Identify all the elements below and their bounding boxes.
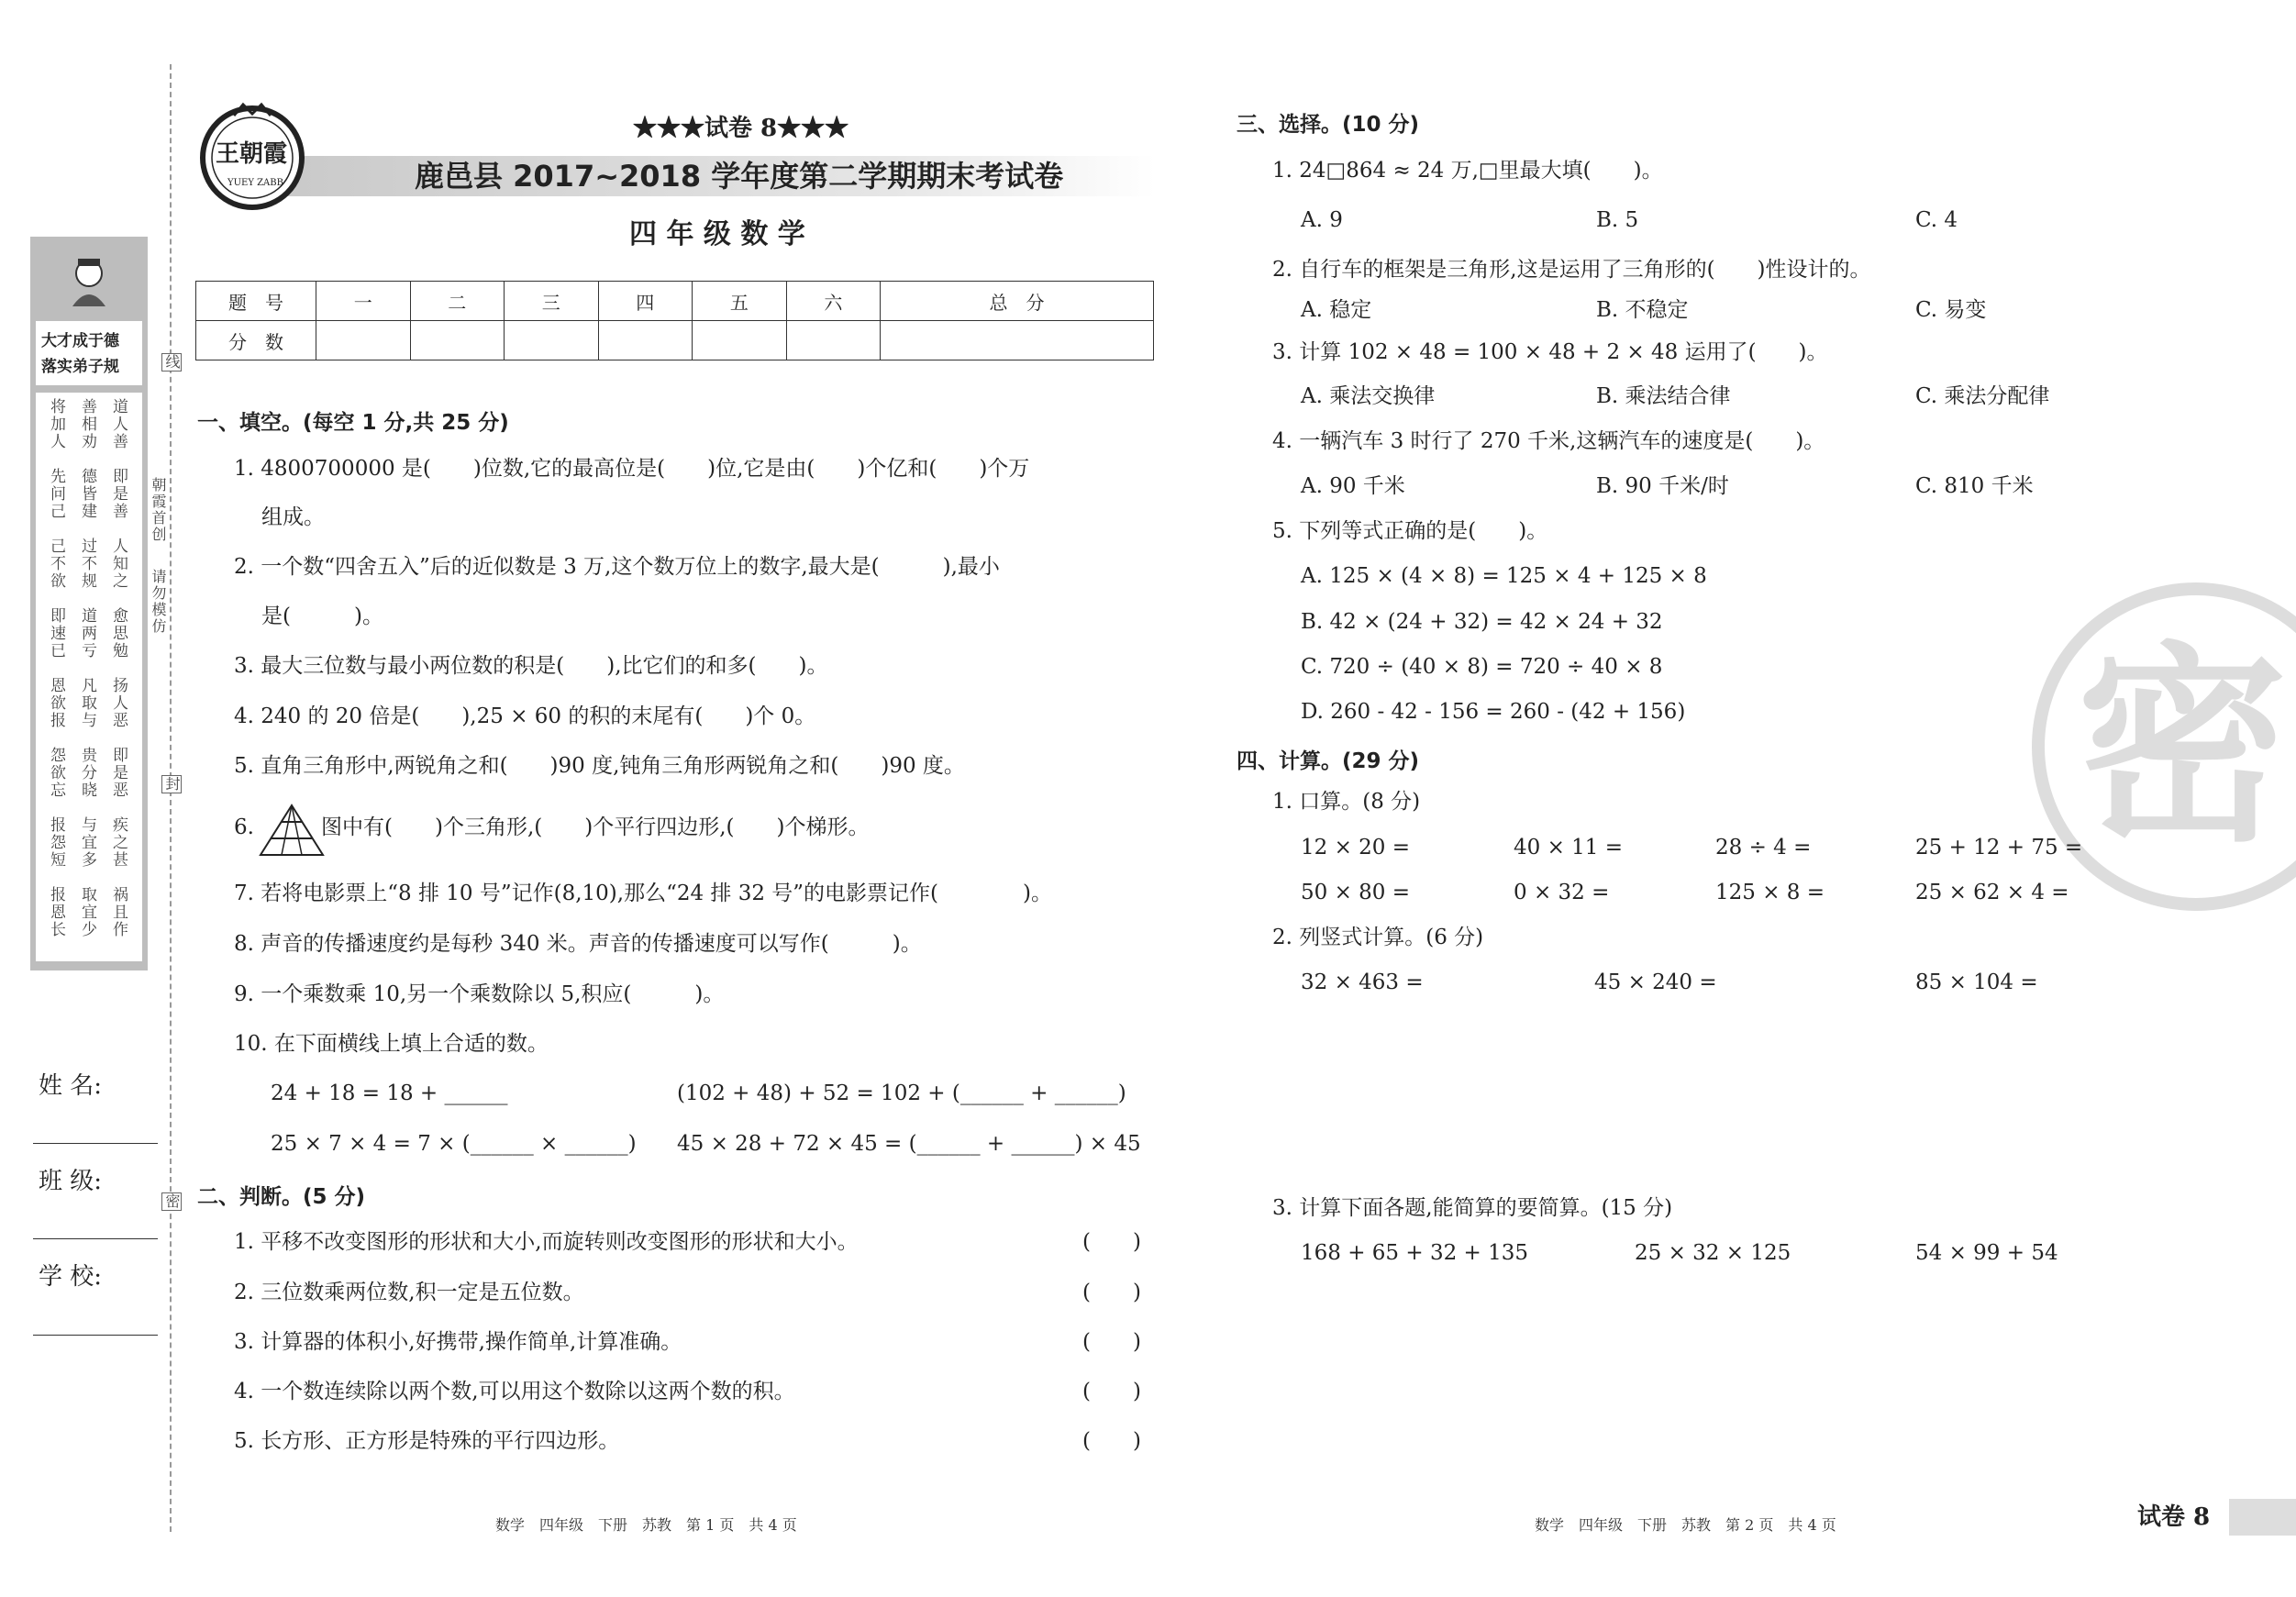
seal-line-mark: 线: [163, 354, 181, 371]
proverb-col: 扬人恶: [109, 677, 128, 729]
proverb-col: 己不欲: [47, 538, 65, 590]
logo-text: 王朝霞: [216, 140, 288, 168]
proverb-col: 凡取与: [78, 677, 96, 729]
score-input[interactable]: [316, 321, 411, 360]
oral-item[interactable]: 40 × 11 =: [1514, 836, 1624, 859]
score-cell: 五: [693, 282, 787, 321]
seal-line-mark: 密: [163, 1193, 181, 1210]
judge-answer-box[interactable]: ( ): [1082, 1380, 1141, 1403]
proverb-col: 祸且作: [109, 886, 128, 938]
simplify-item[interactable]: 168 + 65 + 32 + 135: [1301, 1241, 1529, 1265]
copyright-note: 朝霞首创: [150, 477, 167, 543]
simplify-item[interactable]: 25 × 32 × 125: [1635, 1241, 1791, 1265]
proverb-col: 将加人: [47, 398, 65, 450]
score-cell: 三: [505, 282, 599, 321]
choice-option[interactable]: B. 不稳定: [1596, 298, 1689, 322]
judge-item: 2. 三位数乘两位数,积一定是五位数。: [234, 1281, 584, 1304]
question-1-10: 10. 在下面横线上填上合适的数。: [234, 1032, 549, 1056]
judge-answer-box[interactable]: ( ): [1082, 1281, 1141, 1304]
logo: [197, 101, 307, 211]
choice-option[interactable]: A. 稳定: [1301, 298, 1372, 322]
logo-subtext: YUEY ZABB: [227, 178, 283, 188]
question-1-7: 7. 若将电影票上“8 排 10 号”记作(8,10),那么“24 排 32 号”的电影票记作( )。: [234, 882, 1053, 905]
proverb-col: 取宜少: [78, 886, 96, 938]
score-table-score-row: [196, 321, 1154, 360]
choice-option[interactable]: C. 720 ÷ (40 × 8) = 720 ÷ 40 × 8: [1301, 655, 1663, 679]
calc-subheading-oral: 1. 口算。(8 分): [1272, 790, 1421, 814]
question-1-2: 2. 一个数“四舍五入”后的近似数是 3 万,这个数万位上的数字,最大是( ),最小: [234, 555, 1000, 579]
confidential-watermark: [2032, 582, 2296, 911]
choice-option[interactable]: D. 260 - 42 - 156 = 260 - (42 + 156): [1301, 700, 1686, 724]
vertical-item[interactable]: 85 × 104 =: [1915, 970, 2038, 994]
copyright-note: 请勿模仿: [150, 569, 167, 635]
judge-item: 3. 计算器的体积小,好携带,操作简单,计算准确。: [234, 1330, 682, 1354]
equation-blank[interactable]: 45 × 28 + 72 × 45 = (______ + ______) × 45: [677, 1132, 1141, 1156]
choice-option[interactable]: C. 4: [1915, 208, 1958, 232]
scholar-figure: [61, 253, 116, 308]
question-1-8: 8. 声音的传播速度约是每秒 340 米。声音的传播速度可以写作( )。: [234, 932, 922, 956]
question-1-2-cont: 是( )。: [261, 604, 383, 628]
score-cell: 二: [410, 282, 505, 321]
class-field[interactable]: [33, 1238, 158, 1239]
proverb-col: 道两亏: [78, 607, 96, 660]
section-heading-choice: 三、选择。(10 分): [1237, 113, 1420, 137]
choice-option[interactable]: A. 9: [1301, 208, 1343, 232]
proverb-col: 即是善: [109, 468, 128, 520]
oral-item[interactable]: 25 × 62 × 4 =: [1915, 881, 2069, 904]
vertical-item[interactable]: 45 × 240 =: [1594, 970, 1717, 994]
judge-answer-box[interactable]: ( ): [1082, 1429, 1141, 1453]
choice-question-3: 3. 计算 102 × 48 = 100 × 48 + 2 × 48 运用了( )。: [1272, 340, 1828, 364]
score-cell: 分 数: [196, 321, 316, 360]
proverb-col: 贵分晓: [78, 747, 96, 799]
question-1-5: 5. 直角三角形中,两锐角之和( )90 度,钝角三角形两锐角之和( )90 度。: [234, 754, 965, 778]
score-cell: 四: [598, 282, 693, 321]
choice-option[interactable]: B. 乘法结合律: [1596, 384, 1731, 408]
equation-blank[interactable]: (102 + 48) + 52 = 102 + (______ + ______): [677, 1081, 1126, 1105]
question-1-6-number: 6.: [234, 815, 254, 839]
question-1-3: 3. 最大三位数与最小两位数的积是( ),比它们的和多( )。: [234, 654, 828, 678]
proverb-col: 愈思勉: [109, 607, 128, 660]
proverb-col: 报恩长: [47, 886, 65, 938]
score-input[interactable]: [693, 321, 787, 360]
oral-item[interactable]: 25 + 12 + 75 =: [1915, 836, 2083, 859]
question-1-1-cont: 组成。: [261, 505, 325, 529]
choice-option[interactable]: C. 乘法分配律: [1915, 384, 2050, 408]
proverb-col: 报怨短: [47, 816, 65, 869]
proverb-col: 过不规: [78, 538, 96, 590]
calc-subheading-vertical: 2. 列竖式计算。(6 分): [1272, 926, 1484, 949]
paper-number-badge: ★★★试卷 8★★★: [633, 115, 849, 142]
equation-blank[interactable]: 24 + 18 = 18 + ______: [271, 1081, 508, 1105]
exam-subject: 四 年 级 数 学: [629, 218, 805, 250]
proverb-col: 恩欲报: [47, 677, 65, 729]
score-cell: 六: [786, 282, 881, 321]
name-field[interactable]: [33, 1143, 158, 1144]
question-1-1: 1. 4800700000 是( )位数,它的最高位是( )位,它是由( )个亿和( )个万: [234, 457, 1030, 481]
choice-option[interactable]: C. 易变: [1915, 298, 1987, 322]
choice-question-5: 5. 下列等式正确的是( )。: [1272, 519, 1548, 543]
footer-badge-bar: [2229, 1499, 2296, 1536]
score-input[interactable]: [598, 321, 693, 360]
section-heading-fill-blank: 一、填空。(每空 1 分,共 25 分): [197, 411, 509, 435]
judge-answer-box[interactable]: ( ): [1082, 1330, 1141, 1354]
score-input[interactable]: [410, 321, 505, 360]
proverb-col: 德皆建: [78, 468, 96, 520]
vertical-item[interactable]: 32 × 463 =: [1301, 970, 1424, 994]
oral-item[interactable]: 0 × 32 =: [1514, 881, 1610, 904]
score-input[interactable]: [505, 321, 599, 360]
watermark-glyph: 密: [2077, 623, 2289, 871]
proverb-col: 怨欲忘: [47, 747, 65, 799]
choice-option[interactable]: B. 5: [1596, 208, 1639, 232]
proverb-col: 即速已: [47, 607, 65, 660]
choice-option[interactable]: A. 125 × (4 × 8) = 125 × 4 + 125 × 8: [1301, 564, 1707, 588]
proverb-col: 疾之甚: [109, 816, 128, 869]
exam-title: 鹿邑县 2017~2018 学年度第二学期期末考试卷: [415, 159, 1064, 194]
proverb-col: 善相劝: [78, 398, 96, 450]
proverb-block: [36, 393, 142, 961]
judge-item: 1. 平移不改变图形的形状和大小,而旋转则改变图形的形状和大小。: [234, 1230, 859, 1254]
triangle-figure: [259, 804, 325, 859]
score-cell: 题 号: [196, 282, 316, 321]
proverb-col: 先问己: [47, 468, 65, 520]
section-heading-calc: 四、计算。(29 分): [1237, 749, 1420, 773]
score-input[interactable]: [881, 321, 1154, 360]
choice-option[interactable]: A. 乘法交换律: [1301, 384, 1436, 408]
score-table-header-row: [196, 282, 1154, 321]
simplify-item[interactable]: 54 × 99 + 54: [1915, 1241, 2058, 1265]
choice-question-4: 4. 一辆汽车 3 时行了 270 千米,这辆汽车的速度是( )。: [1272, 429, 1825, 453]
question-1-6: 图中有( )个三角形,( )个平行四边形,( )个梯形。: [321, 815, 870, 839]
proverb-col: 道人善: [109, 398, 128, 450]
proverb-col: 与宜多: [78, 816, 96, 869]
footer-page-2: 数学 四年级 下册 苏教 第 2 页 共 4 页: [1535, 1516, 1836, 1534]
motto-line-1: 大才成于德: [41, 332, 119, 350]
choice-option[interactable]: A. 90 千米: [1301, 474, 1405, 498]
equation-blank[interactable]: 25 × 7 × 4 = 7 × (______ × ______): [271, 1132, 637, 1156]
judge-item: 4. 一个数连续除以两个数,可以用这个数除以这两个数的积。: [234, 1380, 795, 1403]
judge-answer-box[interactable]: ( ): [1082, 1230, 1141, 1254]
section-heading-judge: 二、判断。(5 分): [197, 1185, 366, 1209]
judge-item: 5. 长方形、正方形是特殊的平行四边形。: [234, 1429, 620, 1453]
motto-panel: [30, 237, 148, 970]
proverb-col: 人知之: [109, 538, 128, 590]
binding-dashed-line: [170, 64, 172, 1532]
choice-question-2: 2. 自行车的框架是三角形,这是运用了三角形的( )性设计的。: [1272, 258, 1871, 282]
oral-item[interactable]: 28 ÷ 4 =: [1715, 836, 1812, 859]
oral-item[interactable]: 125 × 8 =: [1715, 881, 1825, 904]
seal-line-mark: 封: [163, 776, 181, 793]
score-cell: 一: [316, 282, 411, 321]
score-cell: 总 分: [881, 282, 1154, 321]
choice-option[interactable]: B. 90 千米/时: [1596, 474, 1729, 498]
question-1-9: 9. 一个乘数乘 10,另一个乘数除以 5,积应( )。: [234, 982, 725, 1006]
choice-option[interactable]: B. 42 × (24 + 32) = 42 × 24 + 32: [1301, 610, 1663, 634]
footer-page-1: 数学 四年级 下册 苏教 第 1 页 共 4 页: [495, 1516, 797, 1534]
question-1-4: 4. 240 的 20 倍是( ),25 × 60 的积的末尾有( )个 0。: [234, 704, 816, 728]
proverb-col: 即是恶: [109, 747, 128, 799]
name-label: 姓 名:: [39, 1072, 103, 1100]
choice-option[interactable]: C. 810 千米: [1915, 474, 2034, 498]
class-label: 班 级:: [39, 1168, 103, 1195]
school-label: 学 校:: [39, 1263, 103, 1291]
calc-subheading-simplify: 3. 计算下面各题,能简算的要简算。(15 分): [1272, 1196, 1673, 1220]
score-input[interactable]: [786, 321, 881, 360]
score-table: [195, 281, 1154, 360]
footer-badge: 试卷 8: [2137, 1503, 2211, 1531]
oral-item[interactable]: 50 × 80 =: [1301, 881, 1411, 904]
motto-line-2: 落实弟子规: [41, 358, 119, 376]
school-field[interactable]: [33, 1335, 158, 1336]
oral-item[interactable]: 12 × 20 =: [1301, 836, 1411, 859]
choice-question-1: 1. 24□864 ≈ 24 万,□里最大填( )。: [1272, 159, 1663, 183]
